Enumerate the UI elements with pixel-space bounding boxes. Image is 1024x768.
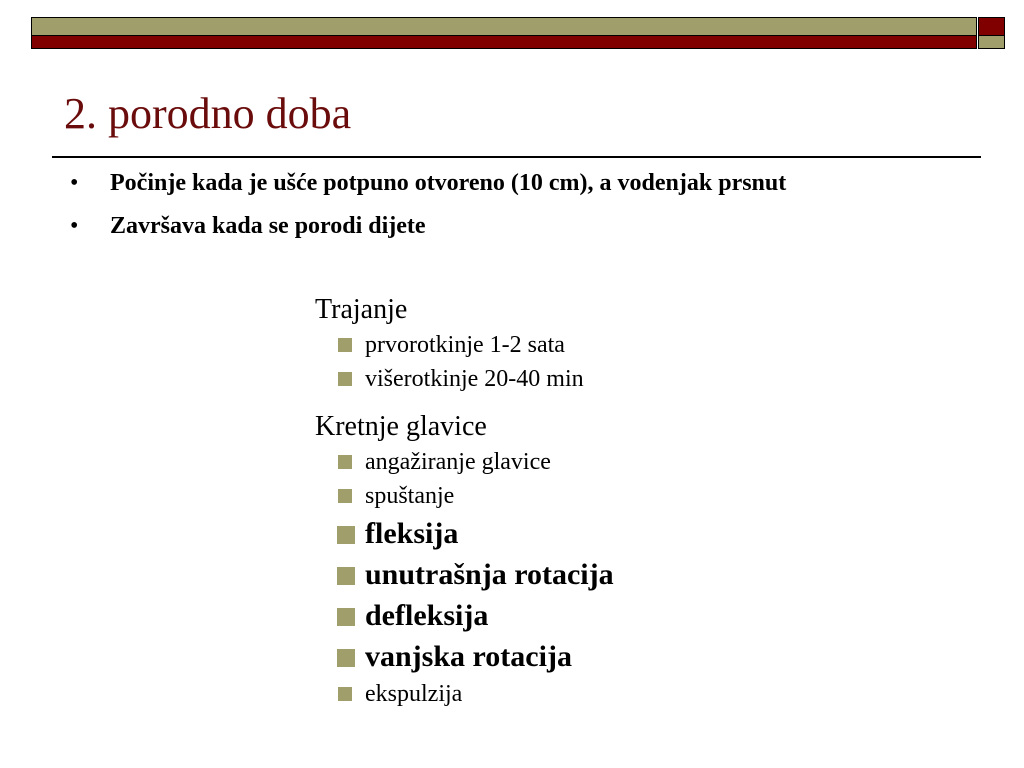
sub-item [315, 636, 965, 677]
sub-item [315, 554, 965, 595]
bullet-text: Počinje kada je ušće potpuno otvoreno (10 cm), a vodenjak prsnut [110, 170, 787, 196]
square-bullet-icon [338, 489, 352, 503]
sub-item-text: angažiranje glavice [365, 449, 551, 475]
sub-list [315, 445, 965, 711]
section-heading: Trajanje [315, 294, 408, 325]
square-bullet-icon [337, 567, 355, 585]
sub-item-text: ekspulzija [365, 681, 463, 707]
sub-item [315, 595, 965, 636]
sub-item [315, 328, 965, 362]
slide-title: 2. porodno doba [64, 89, 352, 138]
section-trajanje [315, 292, 965, 396]
sub-item [315, 513, 965, 554]
sub-list [315, 328, 965, 396]
sub-item [315, 479, 965, 513]
sub-item-text: spuštanje [365, 483, 455, 509]
header-bar-red [31, 36, 977, 49]
sub-item-text: unutrašnja rotacija [365, 558, 614, 591]
main-bullet-list [70, 166, 870, 252]
title-divider [52, 156, 981, 158]
sub-item-text: vanjska rotacija [365, 640, 572, 673]
square-bullet-icon [338, 687, 352, 701]
sub-item [315, 677, 965, 711]
square-bullet-icon [338, 372, 352, 386]
square-bullet-icon [338, 455, 352, 469]
bullet-item [70, 209, 870, 244]
sub-item-text: prvorotkinje 1-2 sata [365, 332, 565, 358]
section-kretnje-glavice [315, 409, 965, 711]
square-bullet-icon [337, 649, 355, 667]
bullet-text: Završava kada se porodi dijete [110, 213, 426, 239]
bullet-dot-icon: • [70, 170, 79, 196]
header-square-red [978, 17, 1005, 36]
sub-item [315, 445, 965, 479]
header-square-olive [978, 36, 1005, 49]
sub-item-text: višerotkinje 20-40 min [365, 366, 584, 392]
square-bullet-icon [337, 608, 355, 626]
sub-item [315, 362, 965, 396]
square-bullet-icon [338, 338, 352, 352]
section-heading: Kretnje glavice [315, 411, 487, 442]
square-bullet-icon [337, 526, 355, 544]
header-bar-olive [31, 17, 977, 36]
bullet-item [70, 166, 870, 201]
sub-item-text: defleksija [365, 599, 489, 632]
bullet-dot-icon: • [70, 213, 79, 239]
sub-item-text: fleksija [365, 517, 459, 550]
